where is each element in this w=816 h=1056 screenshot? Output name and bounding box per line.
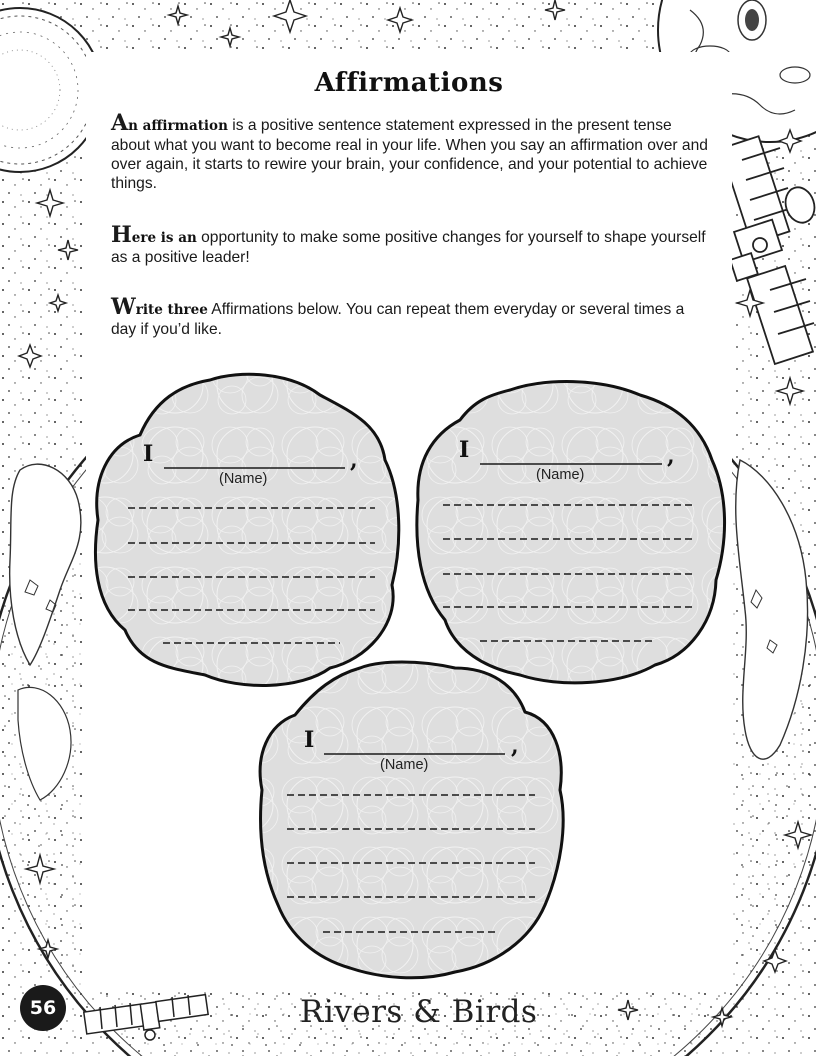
affirmation-1-name-label: (Name) (219, 471, 268, 487)
affirmation-2-name-label: (Name) (536, 467, 585, 483)
paragraph-body: Affirmations below. You can repeat them everyday or several times a day if you’d like. (111, 301, 685, 338)
drop-cap: W (111, 294, 136, 320)
page-number-badge: 56 (20, 985, 66, 1031)
affirmation-2-comma: , (667, 443, 675, 469)
affirmation-3-comma: , (511, 733, 519, 759)
affirmation-2-pronoun: I (459, 437, 470, 463)
brand-wordmark: Rivers & Birds (300, 994, 538, 1030)
affirmation-box-1-shape (95, 374, 398, 685)
paragraph-lead: n affirmation (128, 118, 228, 134)
paragraph-lead: rite three (135, 302, 208, 318)
paragraph-body: is a positive sentence statement expressed in the present tense about what you want to become real in your life. When you say an affirmation over and over again, it starts to rewire your brain, your confidence, and your potential to achieve things. (111, 117, 708, 192)
affirmation-1-pronoun: I (143, 441, 154, 467)
affirmation-box-2-shape (417, 382, 725, 683)
affirmation-3-pronoun: I (304, 727, 315, 753)
affirmation-3-name-label: (Name) (380, 757, 429, 773)
drop-cap: H (111, 222, 132, 248)
affirmation-1-comma: , (350, 447, 358, 473)
paragraph-body: opportunity to make some positive changes for yourself to shape yourself as a positive leader! (111, 229, 706, 266)
page-title: Affirmations (314, 68, 504, 98)
paragraph-lead: ere is an (131, 230, 197, 246)
drop-cap: A (111, 110, 129, 136)
affirmation-box-3-shape (260, 662, 563, 978)
